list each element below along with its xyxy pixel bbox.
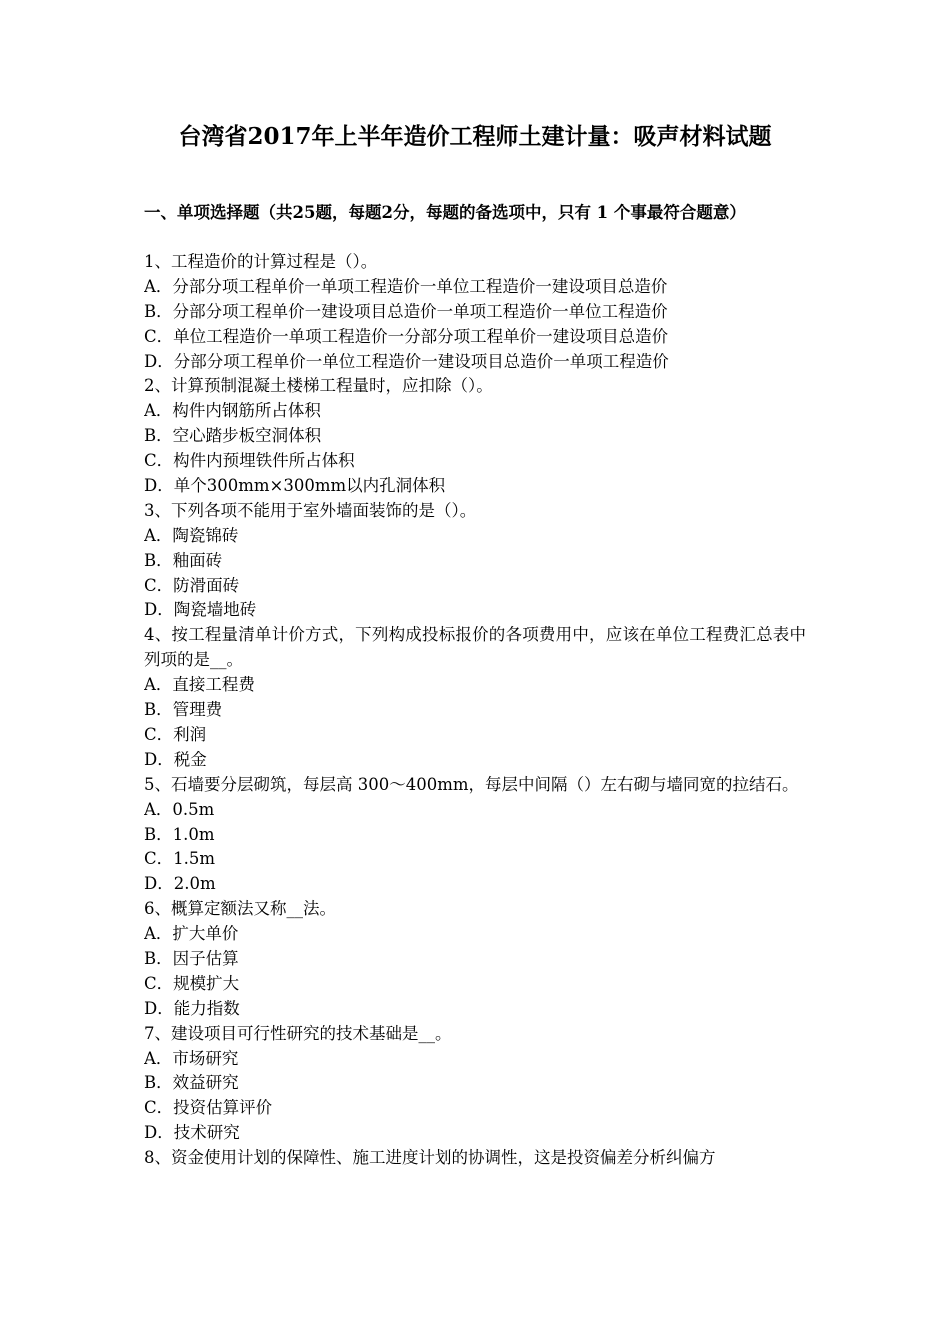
option-a: A．直接工程费	[144, 675, 255, 695]
option-b: B．分部分项工程单价一建设项目总造价一单项工程造价一单位工程造价	[144, 301, 668, 321]
option-c: C．单位工程造价一单项工程造价一分部分项工程单价一建设项目总造价	[144, 326, 669, 346]
option-b: B．空心踏步板空洞体积	[144, 426, 322, 446]
option-a: A．0.5m	[144, 799, 215, 819]
option-c: C．1.5m	[144, 849, 216, 869]
option-b: B．1.0m	[144, 824, 215, 844]
option-a: A．扩大单价	[144, 924, 239, 944]
option-d: D．技术研究	[144, 1123, 240, 1143]
option-c: C．利润	[144, 724, 207, 744]
option-d: D．税金	[144, 749, 207, 769]
option-d: D．能力指数	[144, 998, 240, 1018]
question-1	[144, 250, 806, 374]
question-6	[144, 897, 806, 1021]
option-d: D．分部分项工程单价一单位工程造价一建设项目总造价一单项工程造价	[144, 351, 669, 371]
option-d: D．2.0m	[144, 874, 216, 894]
option-a: A．市场研究	[144, 1048, 239, 1068]
option-d: D．陶瓷墙地砖	[144, 600, 257, 620]
document-body	[144, 200, 806, 1171]
question-stem: 2、计算预制混凝土楼梯工程量时，应扣除（）。	[144, 376, 493, 396]
question-stem: 1、工程造价的计算过程是（）。	[144, 252, 378, 271]
document-title: 台湾省2017年上半年造价工程师土建计量：吸声材料试题	[178, 123, 772, 150]
question-stem: 3、下列各项不能用于室外墙面装饰的是（）。	[144, 500, 477, 520]
question-5	[144, 773, 806, 897]
option-b: B．效益研究	[144, 1073, 239, 1093]
option-c: C．防滑面砖	[144, 575, 240, 595]
question-stem: 6、概算定额法又称__法。	[144, 899, 336, 919]
question-stem: 7、建设项目可行性研究的技术基础是__。	[144, 1023, 452, 1043]
option-c: C．投资估算评价	[144, 1098, 273, 1118]
question-7	[144, 1022, 806, 1146]
question-4	[144, 623, 806, 772]
option-b: B．管理费	[144, 700, 223, 720]
option-b: B．釉面砖	[144, 550, 223, 570]
question-stem: 8、资金使用计划的保障性、施工进度计划的协调性，这是投资偏差分析纠偏方	[144, 1148, 716, 1168]
option-a: A．分部分项工程单价一单项工程造价一单位工程造价一建设项目总造价	[144, 276, 668, 296]
question-stem: 5、石墙要分层砌筑，每层高 300～400mm，每层中间隔（）左右砌与墙同宽的拉结石。	[144, 774, 799, 794]
option-d: D．单个300mm×300mm以内孔洞体积	[144, 476, 446, 496]
option-b: B．因子估算	[144, 948, 239, 968]
question-3	[144, 499, 806, 623]
question-stem: 4、按工程量清单计价方式，下列构成投标报价的各项费用中，应该在单位工程费汇总表中列项的是__。	[144, 625, 806, 670]
option-a: A．构件内钢筋所占体积	[144, 401, 321, 421]
option-c: C．构件内预埋铁件所占体积	[144, 451, 355, 471]
option-a: A．陶瓷锦砖	[144, 525, 239, 545]
section-heading: 一、单项选择题（共25题，每题2分，每题的备选项中，只有 1 个事最符合题意）	[144, 203, 746, 222]
question-2	[144, 374, 806, 498]
question-8	[144, 1146, 806, 1171]
option-c: C．规模扩大	[144, 973, 240, 993]
